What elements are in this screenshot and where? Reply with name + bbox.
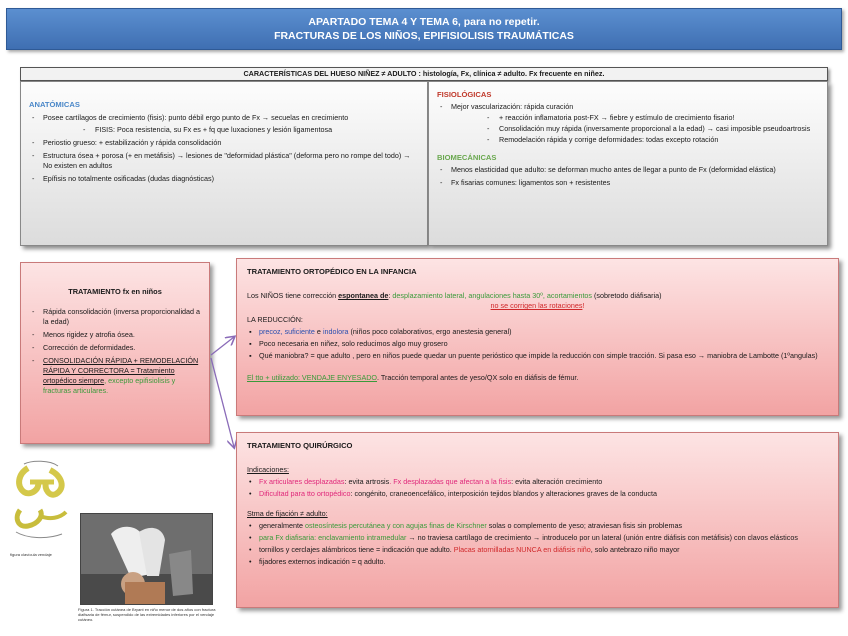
fisiologicas-sub-1: + reacción inflamatoria post-FX → fiebre y estímulo de crecimiento fisario! [499, 113, 735, 122]
fij-externos: fijadores externos indicación = q adulto. [259, 557, 386, 566]
traction-photo [80, 513, 213, 605]
intro-text: Los NIÑOS tiene corrección [247, 291, 339, 300]
list-item [29, 151, 419, 171]
reduccion-heading: LA REDUCCIÓN: [247, 315, 303, 324]
list-item [247, 533, 828, 543]
intro-diafisaria: (sobretodo diáfisaria) [592, 291, 662, 300]
header-line-2: FRACTURAS DE LOS NIÑOS, EPIFISIOLISIS TRAUMÁTICAS [274, 30, 574, 42]
fij-3-rest: , solo antebrazo niño mayor [590, 545, 680, 554]
list-item [487, 113, 819, 123]
list-item [247, 477, 828, 487]
biomecanicas-heading: BIOMECÁNICAS [437, 153, 497, 162]
ind-artrosis: : evita artrosis [344, 477, 390, 486]
list-item [247, 521, 828, 531]
list-item [29, 113, 419, 135]
reduccion-and: e [314, 327, 323, 336]
anatomicas-item-1: Posee cartílagos de crecimiento (fisis): punto débil ergo punto de Fx → secuelas en crecimiento [43, 113, 349, 122]
anatomicas-item-4: Epífisis no totalmente osificadas (dudas diagnósticas) [43, 174, 214, 183]
fisiologicas-item-1: Mejor vascularización: rápida curación [451, 102, 574, 111]
anatomicas-sub-item: FISIS: Poca resistencia, su Fx es + fq que luxaciones y lesión ligamentosa [95, 125, 333, 134]
header-line-1: APARTADO TEMA 4 Y TEMA 6, para no repetir. [308, 16, 540, 28]
reduccion-item-3: Qué maniobra? = que adulto , pero en niños puede quedar un puente perióstico que impide la reducción con simple tracción. Si pasa eso → maniobra de Lambotte (1ºangulas) [259, 351, 818, 360]
biomecanicas-item-2: Fx fisarias comunes: ligamentos son + resistentes [451, 178, 611, 187]
tratamiento-item-4-exception: , excepto epifisiolisis y fracturas articulares. [43, 376, 176, 395]
fij-1-rest: solas o complemento de yeso; atraviesan fisis sin problemas [486, 521, 683, 530]
tratamiento-item-2: Menos rigidez y atrofia ósea. [43, 330, 135, 339]
fisiologicas-sub-2: Consolidación muy rápida (inversamente proporcional a la edad) → casi imposible pseudoartrosis [499, 124, 811, 133]
footer-vendaje: El tto + utilizado: VENDAJE ENYESADO [247, 373, 378, 382]
biomecanicas-list [437, 165, 819, 188]
list-item [29, 307, 201, 327]
anatomicas-item-2: Periostio grueso: + estabilización y rápida consolidación [43, 138, 222, 147]
photo-caption: Figura 1. Tracción cutánea de Bryant en niño menor de dos años con fractura diafisaria de fémur, suspendido de las extremidades inferiores por el vendaje cutáneo. [78, 607, 216, 622]
list-item [247, 545, 828, 555]
anatomicas-list [29, 113, 419, 184]
list-item [437, 165, 819, 175]
arrow-to-ortopedico [211, 337, 234, 355]
ind-articulares: Fx articulares desplazadas [259, 477, 345, 486]
ind-dificultad-rest: : congénito, craneoencefálico, interposición tejidos blandos y alteraciones graves de la conducta [350, 489, 657, 498]
indicaciones-heading: Indicaciones: [247, 465, 289, 474]
fij-placas: Placas atornilladas NUNCA en diáfisis niño [453, 545, 591, 554]
list-item [247, 489, 828, 499]
fij-2-rest: → no traviesa cartílago de crecimiento → introducelo por un lateral (unión entre diáfisis con metáfisis) con clavos elásticos [406, 533, 798, 542]
list-item [487, 124, 819, 134]
anatomicas-heading: ANATÓMICAS [29, 100, 80, 109]
list-item [29, 330, 201, 340]
fij-generalmente: generalmente [259, 521, 305, 530]
fij-diafisaria: para Fx diafisaria: enclavamiento intramedular [259, 533, 407, 542]
ortopedico-footer [247, 373, 828, 383]
tratamiento-box [20, 262, 210, 444]
list-item [247, 327, 828, 337]
anatomicas-panel [20, 81, 428, 246]
ortopedico-box [236, 258, 839, 416]
list-item [29, 138, 419, 148]
list-item [29, 174, 419, 184]
quirurgico-box [236, 432, 839, 608]
list-item [29, 343, 201, 353]
tratamiento-title: TRATAMIENTO fx en niños [68, 287, 162, 296]
reduccion-list [247, 327, 828, 361]
fisiologicas-panel [428, 81, 828, 246]
tratamiento-list [29, 307, 201, 396]
fijacion-heading: Stma de fijación ≠ adulto: [247, 509, 328, 518]
arrow-to-quirurgico [211, 358, 234, 447]
list-item [247, 339, 828, 349]
fijacion-list [247, 521, 828, 567]
tratamiento-item-3: Corrección de deformidades. [43, 343, 136, 352]
footer-rest: . Tracción temporal antes de yeso/QX solo en diáfisis de fémur. [377, 373, 579, 382]
reduccion-item-1-rest: (niños poco colaborativos, ergo anestesia general) [348, 327, 512, 336]
ind-fisis: . Fx desplazadas que afectan a la fisis [389, 477, 512, 486]
indicaciones-list [247, 477, 828, 499]
page-header [6, 8, 842, 50]
reduccion-item-2: Poco necesaria en niñez, solo reducimos algo muy grosero [259, 339, 448, 348]
fisiologicas-list [437, 102, 819, 145]
intro-exclamation: ! [582, 301, 585, 310]
list-item [487, 135, 819, 145]
list-item [247, 557, 828, 567]
reduccion-indolora: indolora [322, 327, 349, 336]
tratamiento-item-1: Rápida consolidación (inversa proporcionalidad a la edad) [43, 307, 201, 326]
intro-green: desplazamiento lateral, angulaciones hasta 30º, acortamientos [392, 291, 593, 300]
fisiologicas-heading: FISIOLÓGICAS [437, 90, 492, 99]
ortopedico-intro [247, 291, 828, 311]
ind-dificultad: Dificultad para tto ortopédico [259, 489, 351, 498]
fij-kirschner: osteosíntesis percutánea y con agujas finas de Kirschner [304, 521, 487, 530]
list-item [247, 351, 828, 361]
list-item [83, 125, 419, 135]
biomecanicas-item-1: Menos elasticidad que adulto: se deforman mucho antes de llegar a punto de Fx (deformidad elástica) [451, 165, 776, 174]
intro-colon: : [388, 291, 393, 300]
list-item [437, 102, 819, 145]
traction-photo-drawing [81, 514, 213, 605]
fisiologicas-sub-3: Remodelación rápida y corrige deformidades: todas excepto rotación [499, 135, 719, 144]
intro-rotaciones: no se corrigen las rotaciones [490, 301, 583, 310]
ortopedico-title: TRATAMIENTO ORTOPÉDICO EN LA INFANCIA [247, 267, 417, 276]
tratamiento-item-4: CONSOLIDACIÓN RÁPIDA + REMODELACIÓN RÁPIDA Y CORRECTORA = Tratamiento ortopédico siempre [43, 356, 199, 385]
quirurgico-title: TRATAMIENTO QUIRÚRGICO [247, 441, 353, 450]
fij-tornillos: tornillos y cerclajes alámbricos tiene = indicación que adulto. [259, 545, 454, 554]
list-item [437, 178, 819, 188]
ind-crecimiento: : evita alteración crecimiento [511, 477, 603, 486]
reduccion-precoz: precoz, suficiente [259, 327, 315, 336]
list-item [29, 356, 201, 396]
clavicle-caption: figura clavícula vendaje [10, 552, 52, 557]
clavicle-bandage-illustration [10, 460, 74, 552]
anatomicas-item-3: Estructura ósea + porosa (+ en metáfisis) → lesiones de "deformidad plástica" (deforma pero no rompe del todo) → No existen en adultos [43, 151, 411, 170]
intro-underlined: espontanea de [338, 291, 389, 300]
characteristics-title: CARACTERÍSTICAS DEL HUESO NIÑEZ ≠ ADULTO : histología, Fx, clínica ≠ adulto. Fx frecuente en niñez. [20, 67, 828, 81]
